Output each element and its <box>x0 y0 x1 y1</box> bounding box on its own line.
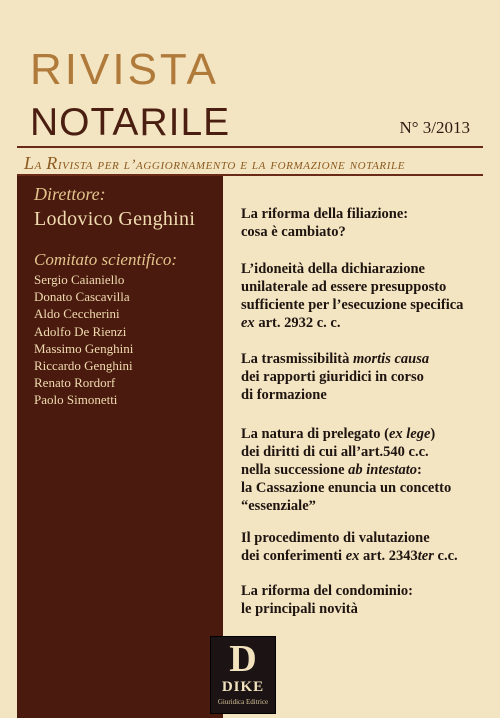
publisher-logo <box>210 636 276 714</box>
committee-member: Paolo Simonetti <box>34 392 118 408</box>
journal-title-line2: NOTARILE <box>30 101 231 144</box>
committee-member: Massimo Genghini <box>34 340 134 356</box>
director-name: Lodovico Genghini <box>34 208 196 230</box>
committee-member: Renato Rordorf <box>34 375 116 391</box>
issue-number: N° 3/2013 <box>399 118 470 137</box>
committee-member: Sergio Caianiello <box>34 272 125 287</box>
committee-member: Donato Cascavilla <box>34 289 130 305</box>
article-item: L’idoneità della dichiarazione unilaterale ad essere presupposto sufficiente per l’esecuzione specifica ex art. 2932 c. c. <box>241 261 464 331</box>
committee-member: Aldo Ceccherini <box>34 306 120 322</box>
article-item: Il procedimento di valutazione dei conferimenti ex art. 2343ter c.c. <box>241 530 458 564</box>
committee-member: Riccardo Genghini <box>34 357 133 373</box>
journal-title-line1: RIVISTA <box>30 45 219 94</box>
top-divider <box>17 146 483 148</box>
journal-subtitle: La Rivista per l’aggiornamento e la formazione notarile <box>24 153 406 173</box>
director-label: Direttore: <box>34 184 106 204</box>
article-item: La trasmissibilità mortis causa dei rapporti giuridici in corso di formazione <box>241 351 430 403</box>
committee-member: Adolfo De Rienzi <box>34 323 127 339</box>
committee-list <box>34 271 133 409</box>
article-item: La natura di prelegato (ex lege) dei diritti di cui all’art.540 c.c. nella successione ab intestato: la Cassazione enuncia un concetto “essenziale” <box>241 426 452 514</box>
article-item: La riforma della filiazione: cosa è cambiato? <box>241 206 409 240</box>
publisher-tagline: Giuridica Editrice <box>217 698 269 706</box>
publisher-logo-letter: D <box>229 638 257 680</box>
committee-label: Comitato scientifico: <box>34 250 178 269</box>
publisher-name: DIKE <box>221 679 265 695</box>
article-item: La riforma del condominio: le principali novità <box>241 583 413 617</box>
